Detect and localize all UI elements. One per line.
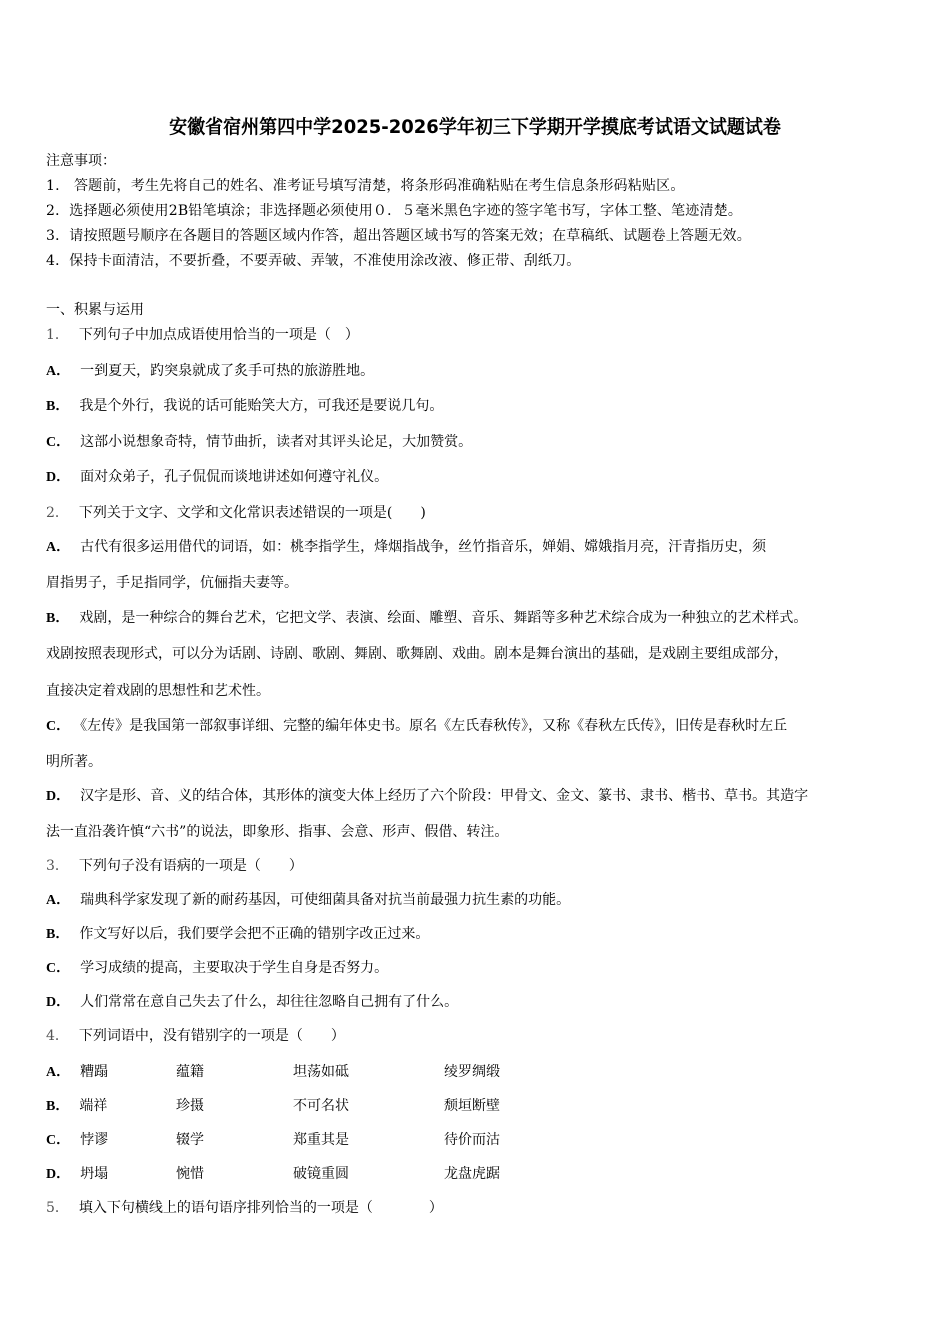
option-text: 人们常常在意自己失去了什么，却往往忽略自己拥有了什么。 [80,994,459,1010]
option-label: A． [46,1065,71,1080]
option-text: 面对众弟子，孔子侃侃而谈地讲述如何遵守礼仪。 [80,469,389,485]
notice-item: 4．保持卡面清洁，不要折叠，不要弄破、弄皱，不准使用涂改液、修正带、刮纸刀。 [46,253,581,269]
section-heading: 一、积累与运用 [46,302,144,318]
word: 惋惜 [176,1166,204,1182]
question-text: 下列词语中，没有错别字的一项是（ ） [78,1028,345,1044]
option-text: 汉字是形、音、义的结合体，其形体的演变大体上经历了六个阶段：甲骨文、金文、篆书、隶书、楷书、草书。其造字 [80,788,809,804]
word: 绫罗绸缎 [444,1064,500,1080]
option-label: A． [46,540,71,555]
option-text-continued: 明所著。 [46,754,102,770]
option-b [46,396,443,417]
option-b [46,924,429,945]
notice-heading: 注意事项： [46,153,116,169]
word: 端祥 [79,1098,108,1114]
question-stem [46,1026,345,1046]
option-label: C． [46,961,71,976]
option-label: C． [46,719,71,734]
option-text-continued: 戏剧按照表现形式，可以分为话剧、诗剧、歌剧、舞剧、歌舞剧、戏曲。剧本是舞台演出的基础，是戏剧主要组成部分， [46,646,788,662]
notice-item: 3．请按照题号顺序在各题目的答题区域内作答，超出答题区域书写的答案无效；在草稿纸、试题卷上答题无效。 [46,228,751,244]
option-label: C． [46,1133,71,1148]
option-d [46,786,808,807]
notice-item: 1. 答题前，考生先将自己的姓名、准考证号填写清楚，将条形码准确粘贴在考生信息条形码粘贴区。 [46,178,685,194]
option-a [46,361,374,382]
question-number: 4． [46,1028,69,1044]
option-text: 这部小说想象奇特，情节曲折，读者对其评头论足，大加赞赏。 [80,434,473,450]
option-text-continued: 直接决定着戏剧的思想性和艺术性。 [46,683,270,699]
option-text: 古代有很多运用借代的词语，如：桃李指学生，烽烟指战争，丝竹指音乐，婵娟、嫦娥指月亮，汗青指历史，须 [80,539,767,555]
option-label: B． [46,399,70,414]
word: 坦荡如砥 [293,1064,349,1080]
option-label: B． [46,1099,70,1114]
word: 郑重其是 [293,1132,349,1148]
exam-title: 安徽省宿州第四中学2025-2026学年初三下学期开学摸底考试语文试题试卷 [169,116,781,138]
option-d [46,992,458,1013]
option-text: 戏剧，是一种综合的舞台艺术，它把文学、表演、绘面、雕塑、音乐、舞蹈等多种艺术综合成为一种独立的艺术样式。 [79,610,808,626]
option-text: 作文写好以后，我们要学会把不正确的错别字改正过来。 [79,926,430,942]
word: 不可名状 [293,1098,349,1114]
option-label: A． [46,364,71,379]
word: 悖谬 [80,1132,109,1148]
option-label: D． [46,470,71,485]
option-label: B． [46,611,70,626]
word: 蕴籍 [176,1064,204,1080]
question-stem [46,1198,443,1218]
question-stem [46,325,359,345]
option-d [46,467,388,488]
question-number: 5． [46,1200,69,1216]
question-number: 2． [46,505,69,521]
option-text: 我是个外行，我说的话可能贻笑大方，可我还是要说几句。 [79,398,444,414]
question-stem [46,856,303,876]
word: 破镜重圆 [293,1166,349,1182]
option-a [46,890,570,911]
option-b [46,608,807,629]
question-text: 填入下句横线上的语句语序排列恰当的一项是（ ） [78,1200,443,1216]
option-text: 《左传》是我国第一部叙事详细、完整的编年体史书。原名《左氏春秋传》，又称《春秋左氏传》，旧传是春秋时左丘 [80,718,788,734]
option-c [46,716,787,737]
option-label: B． [46,927,70,942]
option-c [46,432,472,453]
question-text: 下列句子中加点成语使用恰当的一项是（ ） [78,327,359,343]
question-text: 下列关于文字、文学和文化常识表述错误的一项是( ) [78,505,426,521]
option-label: D． [46,789,71,804]
option-label: D． [46,1167,71,1182]
notice-item: 2．选择题必须使用2B铅笔填涂；非选择题必须使用０．５毫米黑色字迹的签字笔书写，字体工整、笔迹清楚。 [46,203,743,219]
option-label: A． [46,893,71,908]
word: 颓垣断壁 [444,1098,500,1114]
option-a [46,537,766,558]
option-text-continued: 法一直沿袭许慎“六书”的说法，即象形、指事、会意、形声、假借、转注。 [46,824,509,840]
word: 坍塌 [80,1166,109,1182]
option-label: C． [46,435,71,450]
question-stem [46,503,426,523]
option-text: 瑞典科学家发现了新的耐药基因，可使细菌具备对抗当前最强力抗生素的功能。 [80,892,571,908]
word: 糟蹋 [80,1064,109,1080]
word: 辍学 [176,1132,204,1148]
question-number: 3． [46,858,69,874]
option-text: 学习成绩的提高，主要取决于学生自身是否努力。 [80,960,389,976]
word: 龙盘虎踞 [444,1166,500,1182]
question-number: 1． [46,327,69,343]
word: 待价而沽 [444,1132,500,1148]
option-label: D． [46,995,71,1010]
question-text: 下列句子没有语病的一项是（ ） [78,858,303,874]
option-text: 一到夏天，趵突泉就成了炙手可热的旅游胜地。 [80,363,375,379]
option-c [46,958,388,979]
option-text-continued: 眉指男子，手足指同学，伉俪指夫妻等。 [46,575,298,591]
word: 珍摄 [176,1098,204,1114]
